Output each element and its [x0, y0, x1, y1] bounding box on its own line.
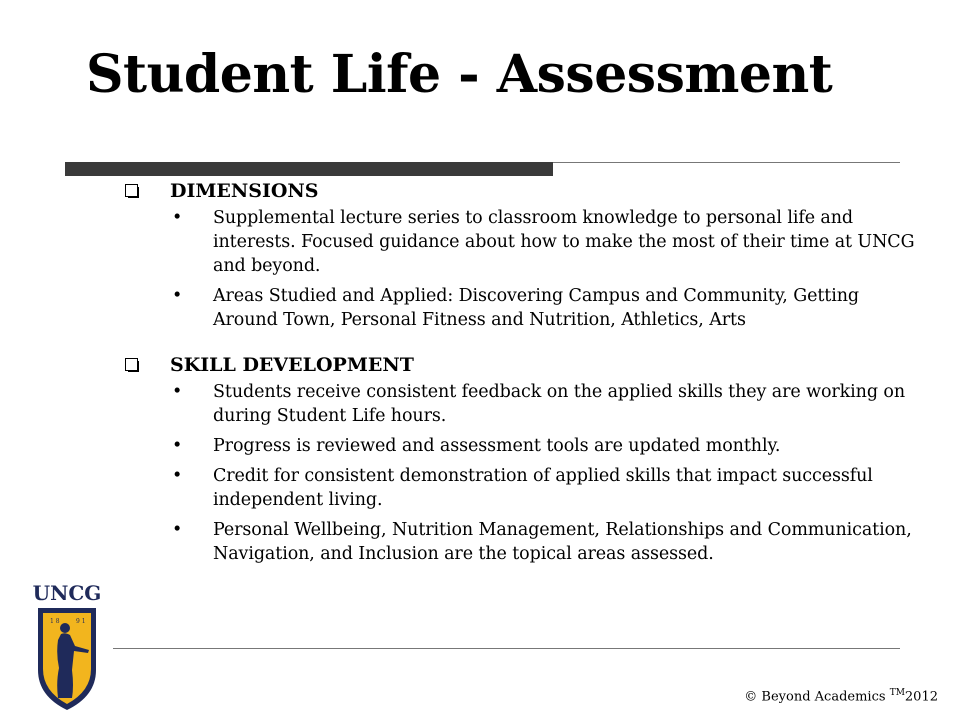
bullet-icon: • — [172, 286, 183, 306]
copyright-notice: © Beyond Academics ™2012 — [744, 688, 938, 705]
list-item: • Areas Studied and Applied: Discovering Campus and Community, Getting Around Town, Personal Fitness and Nutrition, Athletics, Arts — [172, 286, 860, 330]
checkbox-bullet-icon — [125, 184, 139, 198]
logo-year-right: 9 1 — [76, 618, 86, 625]
list-item: • Supplemental lecture series to classroom knowledge to personal life and interests. Focused guidance about how to make the most of their time at UNCG and beyond. — [172, 208, 915, 276]
figure-head — [60, 623, 70, 633]
bottom-rule — [113, 648, 900, 649]
title-underline-bar — [65, 162, 553, 176]
trademark-mark: TM — [889, 688, 905, 698]
bullet-icon: • — [172, 436, 183, 456]
bullet-icon: • — [172, 382, 183, 402]
list-item: • Progress is reviewed and assessment tools are updated monthly. — [172, 436, 781, 456]
section-dimensions — [125, 178, 915, 332]
slide-content — [125, 178, 915, 572]
checkbox-bullet-icon — [125, 358, 139, 372]
list-item: • Credit for consistent demonstration of applied skills that impact successful independent living. — [172, 466, 873, 510]
section-heading: DIMENSIONS — [170, 180, 319, 202]
top-rule — [553, 162, 900, 163]
uncg-shield-logo — [28, 578, 106, 713]
bullet-icon: • — [172, 520, 183, 540]
section-heading: SKILL DEVELOPMENT — [170, 354, 414, 376]
list-item: • Students receive consistent feedback on the applied skills they are working on during Student Life hours. — [172, 382, 906, 426]
bullet-icon: • — [172, 466, 183, 486]
logo-year-left: 1 8 — [50, 618, 60, 625]
slide-title: Student Life - Assessment — [86, 44, 833, 105]
bullet-icon: • — [172, 208, 183, 228]
logo-wordmark: UNCG — [32, 581, 102, 605]
list-item: • Personal Wellbeing, Nutrition Management, Relationships and Communication, Navigation, and Inclusion are the topical areas assessed. — [172, 520, 912, 564]
section-skill-development — [125, 352, 915, 566]
